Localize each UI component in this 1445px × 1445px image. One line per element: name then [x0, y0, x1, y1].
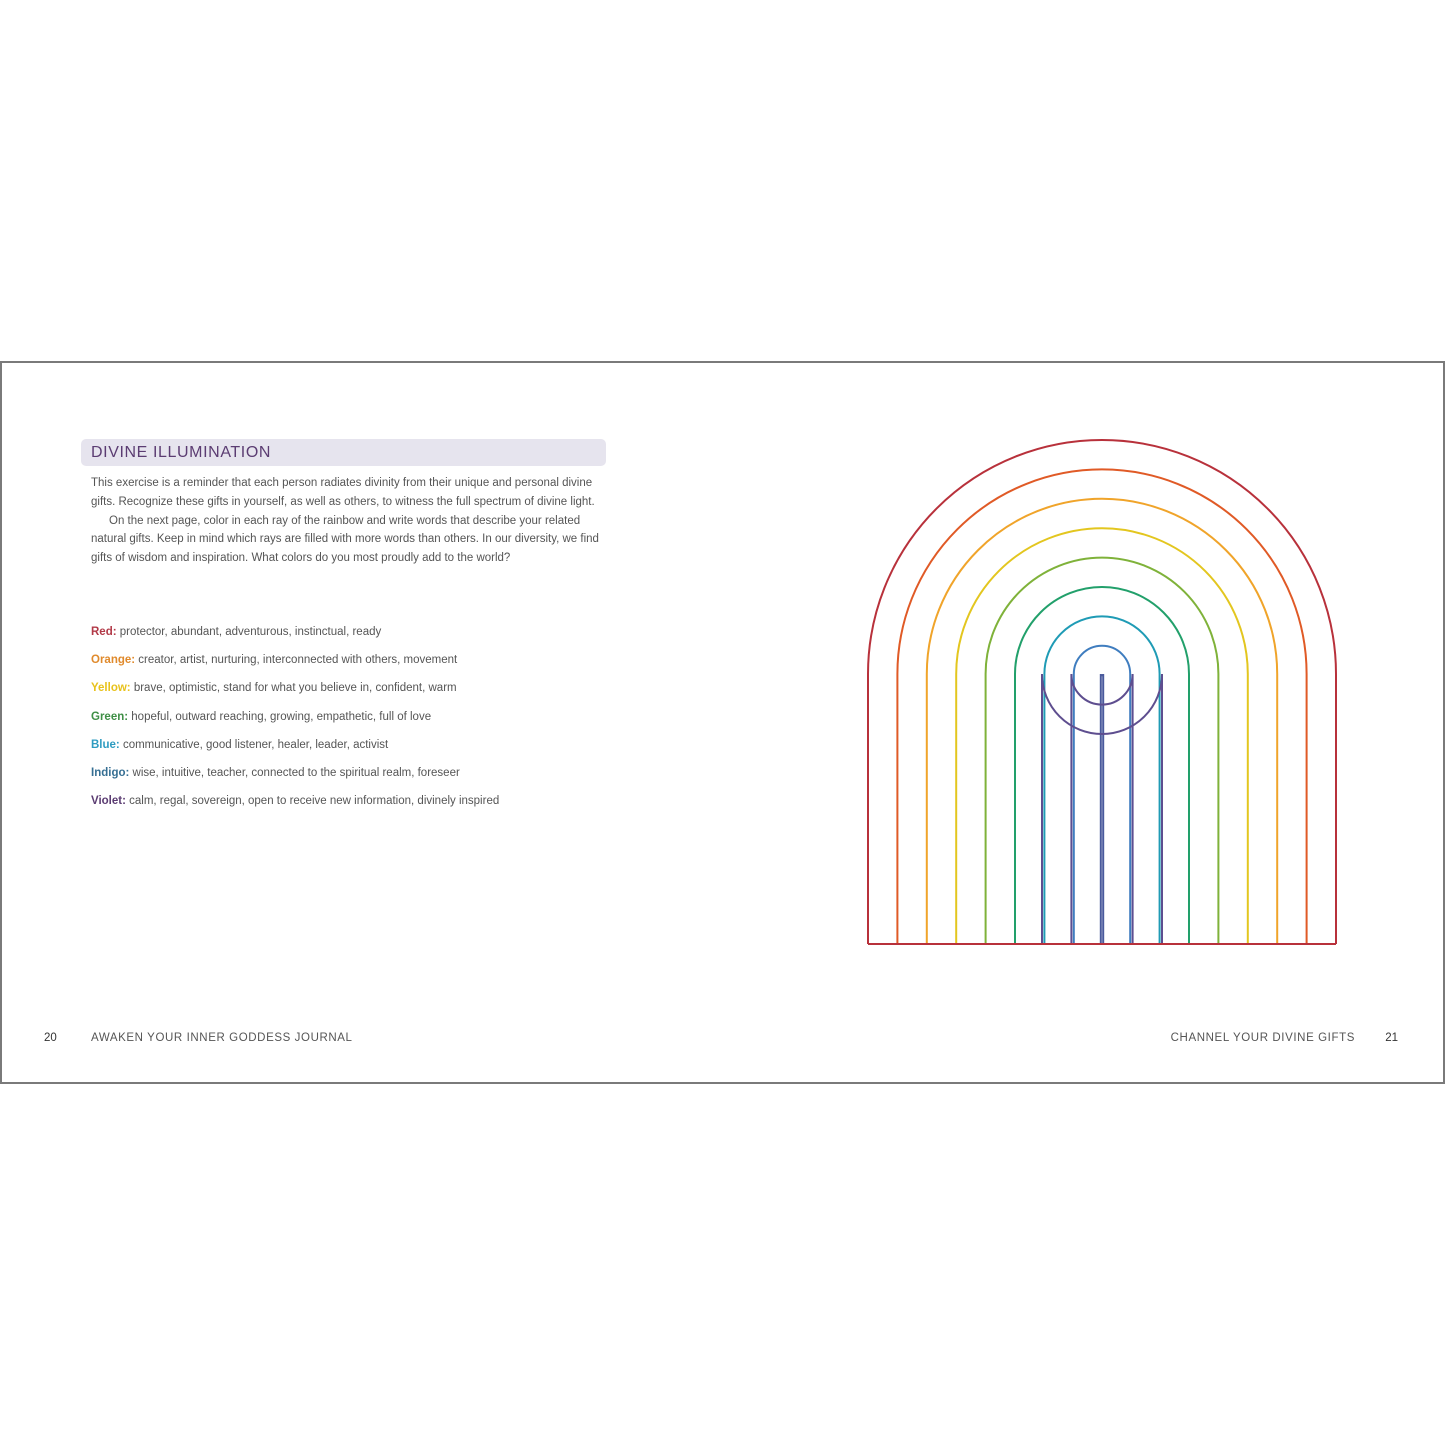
rainbow-arch-line [1074, 646, 1130, 944]
rainbow-arch-line [868, 440, 1336, 944]
ray-description: communicative, good listener, healer, leader, activist [119, 738, 389, 751]
heading-bar [81, 439, 606, 466]
running-footer-right: CHANNEL YOUR DIVINE GIFTS [1170, 1032, 1355, 1044]
ray-list [91, 625, 611, 822]
ray-description: creator, artist, nurturing, interconnected with others, movement [135, 654, 458, 667]
ray-name: Green: [91, 710, 129, 723]
section-heading: DIVINE ILLUMINATION [91, 444, 272, 461]
ray-item-indigo [91, 766, 611, 794]
ray-description: hopeful, outward reaching, growing, empathetic, full of love [128, 710, 432, 723]
rainbow-arch-line [956, 528, 1248, 944]
ray-name: Yellow: [91, 682, 131, 695]
ray-item-red [91, 625, 611, 653]
ray-name: Indigo: [91, 766, 130, 779]
intro-text [91, 474, 601, 568]
rainbow-arch-line [927, 499, 1277, 944]
ray-item-green [91, 710, 611, 738]
ray-description: brave, optimistic, stand for what you believe in, confident, warm [130, 682, 457, 695]
ray-description: calm, regal, sovereign, open to receive new information, divinely inspired [125, 795, 500, 808]
rainbow-arch-line [897, 469, 1306, 944]
rainbow-arch-line [1071, 674, 1132, 944]
ray-name: Red: [91, 626, 117, 638]
ray-item-yellow [91, 681, 611, 709]
rainbow-arch-line [1101, 674, 1103, 944]
intro-paragraph-1: This exercise is a reminder that each person radiates divinity from their unique and personal divine gifts. Recognize these gifts in yourself, as well as others, to witness the full spectrum of divine light. [91, 477, 595, 508]
ray-item-blue [91, 738, 611, 766]
page-number-left: 20 [44, 1032, 57, 1044]
rainbow-outline-illustration [862, 438, 1342, 950]
ray-description: protector, abundant, adventurous, instinctual, ready [116, 626, 382, 638]
running-footer-left: AWAKEN YOUR INNER GODDESS JOURNAL [91, 1032, 353, 1044]
book-spread [0, 361, 1445, 1084]
ray-name: Blue: [91, 738, 120, 751]
ray-item-violet [91, 794, 611, 822]
page-number-right: 21 [1385, 1032, 1398, 1044]
ray-name: Orange: [91, 654, 136, 667]
rainbow-arch-line [1044, 616, 1159, 944]
ray-description: wise, intuitive, teacher, connected to the spiritual realm, foreseer [129, 766, 460, 779]
ray-item-orange [91, 653, 611, 681]
rainbow-arch-line [1042, 674, 1162, 944]
intro-paragraph-2: On the next page, color in each ray of the rainbow and write words that describe your related natural gifts. Keep in mind which rays are filled with more words than others. In our diversity, we find gifts of wisdom and inspiration. What colors do you most proudly add to the world? [91, 514, 599, 565]
ray-name: Violet: [91, 795, 126, 808]
